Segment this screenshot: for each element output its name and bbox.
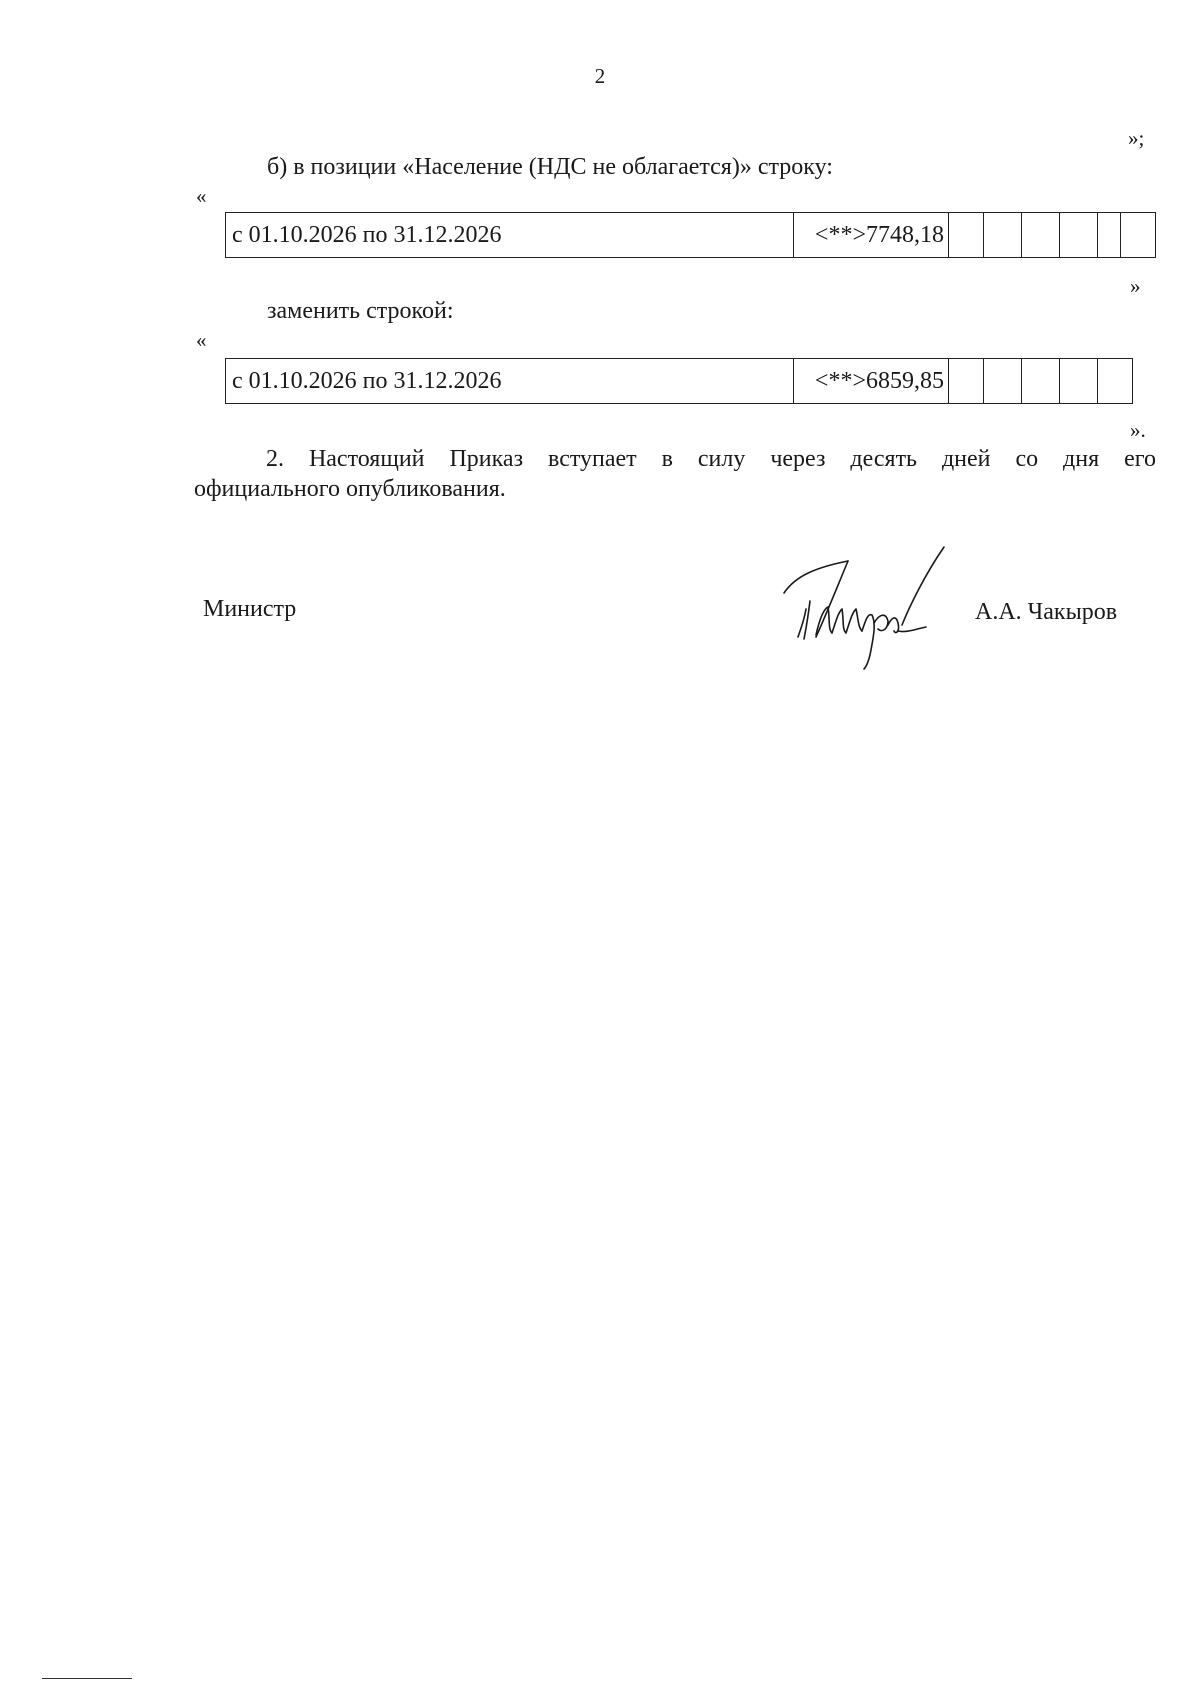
old-value-cell: <**>7748,18 xyxy=(794,213,949,258)
paragraph-2 xyxy=(194,444,1156,504)
empty-cell xyxy=(1098,213,1121,258)
new-period-cell: с 01.10.2026 по 31.12.2026 xyxy=(226,359,794,404)
empty-cell xyxy=(1060,213,1098,258)
opening-quote-new-row: « xyxy=(196,328,207,352)
table-row xyxy=(226,359,1133,404)
signatory-position: Министр xyxy=(203,596,297,622)
handwritten-signature xyxy=(776,545,956,670)
item-b-intro: б) в позиции «Население (НДС не облагается)» строку: xyxy=(267,154,833,180)
new-value-cell: <**>6859,85 xyxy=(794,359,949,404)
empty-cell xyxy=(1022,213,1060,258)
table-row xyxy=(226,213,1156,258)
paragraph-2-line-1: 2. Настоящий Приказ вступает в силу через десять дней со дня его xyxy=(266,446,1156,472)
footer-divider xyxy=(42,1678,132,1679)
empty-cell xyxy=(1022,359,1060,404)
empty-cell xyxy=(984,359,1022,404)
replace-with-text: заменить строкой: xyxy=(267,298,454,324)
opening-quote-old-row: « xyxy=(196,184,207,208)
new-rate-row-table xyxy=(225,358,1133,404)
closing-quote-semicolon: »; xyxy=(1128,126,1145,150)
old-period-cell: с 01.10.2026 по 31.12.2026 xyxy=(226,213,794,258)
empty-cell xyxy=(1121,213,1156,258)
empty-cell xyxy=(1098,359,1133,404)
empty-cell xyxy=(984,213,1022,258)
paragraph-2-line-2: официального опубликования. xyxy=(194,476,506,502)
old-rate-row-table xyxy=(225,212,1156,258)
closing-quote-old-row: » xyxy=(1130,274,1141,298)
signatory-name: А.А. Чакыров xyxy=(975,599,1118,625)
empty-cell xyxy=(949,359,984,404)
empty-cell xyxy=(1060,359,1098,404)
empty-cell xyxy=(949,213,984,258)
closing-quote-period-new-row: ». xyxy=(1130,418,1146,442)
page-number: 2 xyxy=(594,64,606,88)
